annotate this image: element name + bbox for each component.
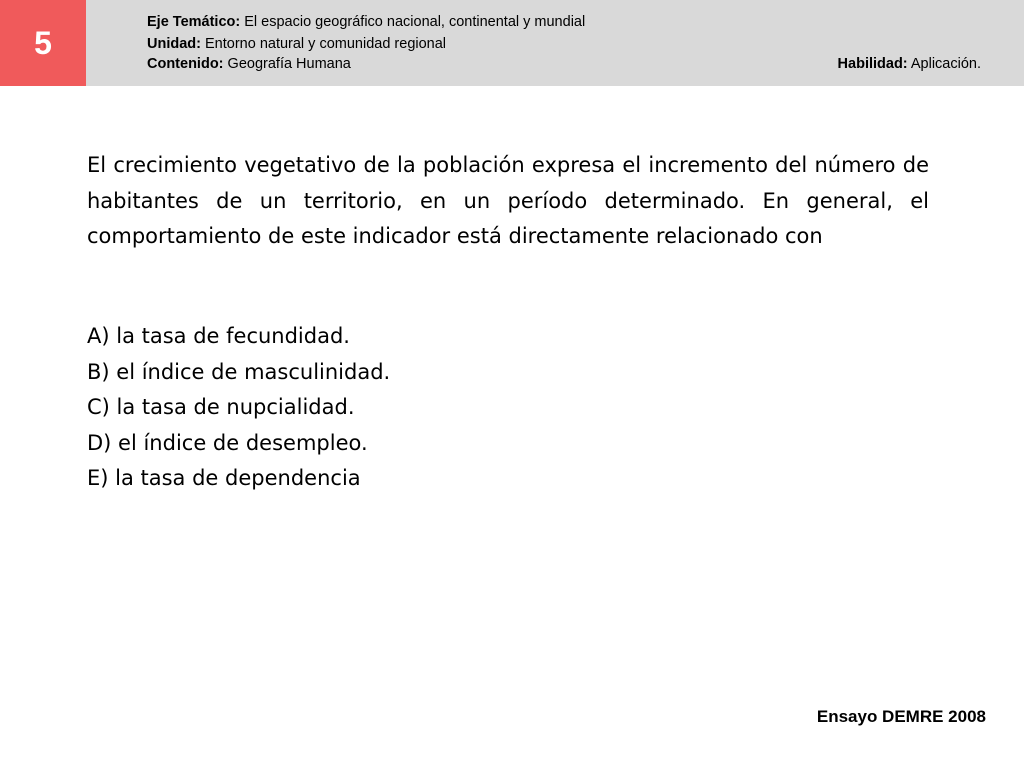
contenido-value: Geografía Humana — [227, 56, 351, 72]
option-a[interactable]: A) la tasa de fecundidad. — [87, 324, 350, 348]
option-c[interactable]: C) la tasa de nupcialidad. — [87, 395, 355, 419]
answer-options — [87, 319, 390, 497]
option-b[interactable]: B) el índice de masculinidad. — [87, 359, 391, 384]
contenido-line — [147, 55, 351, 74]
question-number-badge — [0, 0, 86, 86]
question-stem: El crecimiento vegetativo de la población expresa el incremento del número de habitantes de un territorio, en un período determinado. En general, el comportamiento de este indicador está directamente relacionado con — [87, 153, 929, 248]
eje-tematico-line — [147, 13, 585, 32]
option-d[interactable]: D) el índice de desempleo. — [87, 430, 368, 455]
unidad-label: Unidad: — [147, 36, 201, 52]
contenido-label: Contenido: — [147, 56, 224, 72]
unidad-line — [147, 35, 446, 54]
eje-tematico-label: Eje Temático: — [147, 14, 241, 30]
habilidad-label: Habilidad: — [837, 56, 908, 72]
question-number: 5 — [34, 25, 52, 61]
option-e[interactable]: E) la tasa de dependencia — [87, 466, 361, 490]
habilidad-value: Aplicación. — [910, 56, 981, 72]
eje-tematico-value: El espacio geográfico nacional, continental y mundial — [244, 14, 586, 30]
habilidad-line — [838, 55, 981, 74]
source-footer: Ensayo DEMRE 2008 — [816, 707, 986, 726]
unidad-value: Entorno natural y comunidad regional — [205, 36, 447, 52]
